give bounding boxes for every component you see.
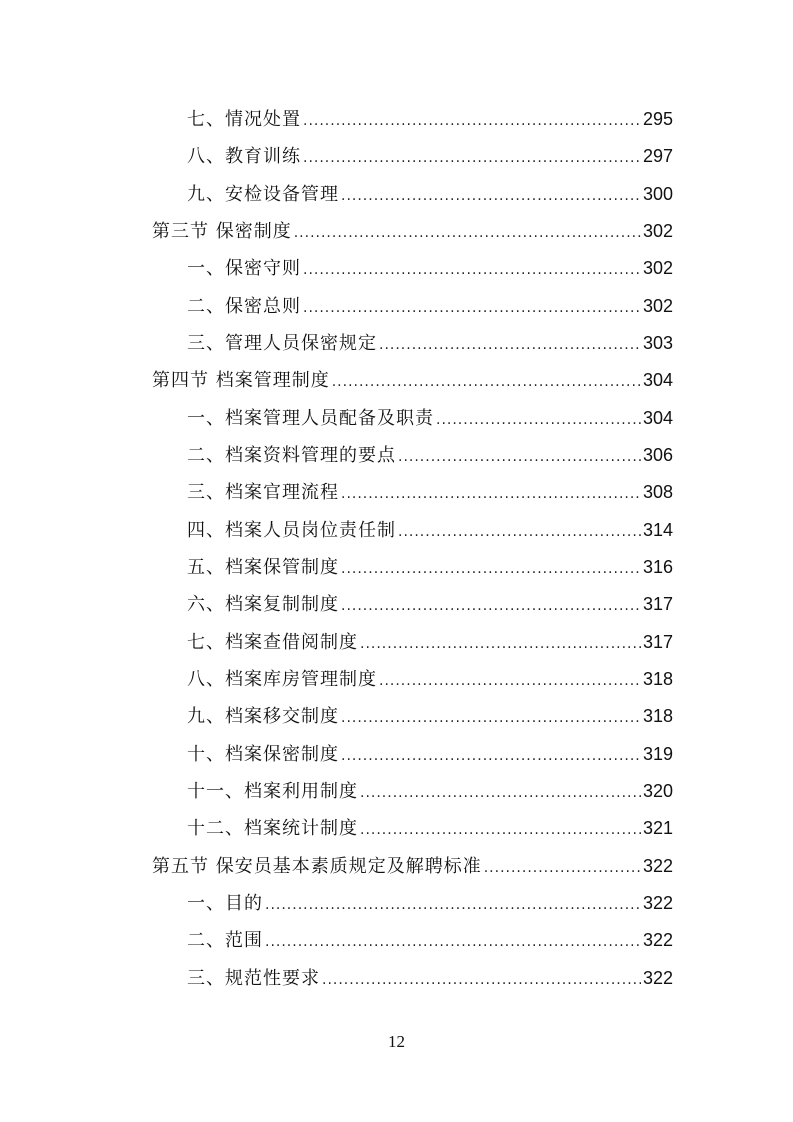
toc-section-entry[interactable] — [0, 848, 793, 885]
toc-page-number: 308 — [642, 482, 673, 503]
toc-dot-leader — [303, 140, 641, 177]
toc-entry-title: 三、档案官理流程 — [187, 482, 339, 504]
page-number: 12 — [388, 1032, 405, 1051]
toc-entry-title: 十、档案保密制度 — [187, 743, 339, 765]
toc-dot-leader — [398, 514, 641, 551]
toc-entry[interactable] — [0, 960, 793, 997]
toc-entry-title: 五、档案保管制度 — [187, 556, 339, 578]
toc-dot-leader — [303, 290, 641, 327]
toc-dot-leader — [341, 588, 641, 625]
toc-entry-title: 二、档案资料管理的要点 — [187, 444, 396, 466]
toc-page-number: 319 — [642, 743, 673, 764]
toc-entry[interactable] — [0, 922, 793, 959]
toc-dot-leader — [303, 252, 641, 289]
toc-entry-title: 十一、档案利用制度 — [187, 780, 358, 802]
toc-entry-title: 一、档案管理人员配备及职责 — [187, 407, 434, 429]
toc-entry[interactable] — [0, 250, 793, 287]
toc-entry[interactable] — [0, 176, 793, 213]
toc-entry-title: 三、规范性要求 — [187, 967, 320, 989]
toc-page-number: 306 — [642, 444, 673, 465]
toc-dot-leader — [398, 439, 641, 476]
toc-entry-title: 三、管理人员保密规定 — [187, 332, 377, 354]
toc-entry[interactable] — [0, 474, 793, 511]
toc-entry-title: 第五节 保安员基本素质规定及解聘标准 — [152, 855, 482, 877]
toc-entry-title: 一、目的 — [187, 892, 263, 914]
toc-page-number: 322 — [642, 855, 673, 876]
toc-page-number: 304 — [642, 407, 673, 428]
toc-dot-leader — [332, 364, 641, 401]
toc-entry-title: 七、档案查借阅制度 — [187, 631, 358, 653]
toc-dot-leader — [379, 663, 641, 700]
toc-page-number: 318 — [642, 668, 673, 689]
toc-entry-title: 十二、档案统计制度 — [187, 818, 358, 840]
toc-entry[interactable] — [0, 624, 793, 661]
toc-entry-title: 二、保密总则 — [187, 295, 301, 317]
toc-page-number: 302 — [642, 295, 673, 316]
toc-entry[interactable] — [0, 773, 793, 810]
toc-page-number: 321 — [642, 818, 673, 839]
toc-dot-leader — [341, 738, 641, 775]
toc-entry-title: 九、档案移交制度 — [187, 706, 339, 728]
toc-entry[interactable] — [0, 661, 793, 698]
toc-page-number: 320 — [642, 780, 673, 801]
toc-page-number: 304 — [642, 370, 673, 391]
toc-page-number: 314 — [642, 519, 673, 540]
toc-entry-title: 八、档案库房管理制度 — [187, 668, 377, 690]
toc-dot-leader — [360, 812, 641, 849]
toc-entry-title: 六、档案复制制度 — [187, 594, 339, 616]
toc-dot-leader — [341, 178, 641, 215]
toc-page-number: 317 — [642, 631, 673, 652]
toc-dot-leader — [303, 103, 641, 140]
toc-section-entry[interactable] — [0, 362, 793, 399]
toc-entry[interactable] — [0, 549, 793, 586]
toc-entry-title: 第四节 档案管理制度 — [152, 370, 330, 392]
toc-dot-leader — [322, 962, 641, 999]
toc-entry-title: 第三节 保密制度 — [152, 220, 292, 242]
toc-page-number: 316 — [642, 556, 673, 577]
toc-page-number: 295 — [642, 109, 673, 129]
table-of-contents — [0, 101, 793, 997]
toc-page-number: 317 — [642, 594, 673, 615]
toc-entry-title: 二、范围 — [187, 930, 263, 952]
toc-entry[interactable] — [0, 288, 793, 325]
toc-entry[interactable] — [0, 810, 793, 847]
toc-dot-leader — [360, 775, 641, 812]
toc-entry-title: 九、安检设备管理 — [187, 183, 339, 205]
toc-page-number: 297 — [642, 146, 673, 167]
toc-dot-leader — [379, 327, 641, 364]
toc-dot-leader — [484, 850, 641, 887]
toc-page-number: 300 — [642, 183, 673, 204]
toc-page-number: 303 — [642, 332, 673, 353]
toc-entry[interactable] — [0, 400, 793, 437]
toc-entry-title: 四、档案人员岗位责任制 — [187, 519, 396, 541]
toc-dot-leader — [360, 626, 641, 663]
toc-dot-leader — [341, 700, 641, 737]
toc-entry-title: 七、情况处置 — [187, 109, 301, 130]
toc-entry[interactable] — [0, 736, 793, 773]
toc-section-entry[interactable] — [0, 213, 793, 250]
toc-dot-leader — [294, 215, 641, 252]
toc-dot-leader — [436, 402, 641, 439]
toc-dot-leader — [341, 476, 641, 513]
toc-page-number: 322 — [642, 892, 673, 913]
toc-entry[interactable] — [0, 586, 793, 623]
toc-entry-title: 一、保密守则 — [187, 258, 301, 280]
toc-entry[interactable] — [0, 101, 793, 138]
toc-page-number: 302 — [642, 220, 673, 241]
toc-page-number: 322 — [642, 930, 673, 951]
toc-page-number: 302 — [642, 258, 673, 279]
toc-dot-leader — [265, 924, 641, 961]
toc-entry-title: 八、教育训练 — [187, 146, 301, 168]
toc-entry[interactable] — [0, 325, 793, 362]
toc-entry[interactable] — [0, 885, 793, 922]
toc-page-number: 318 — [642, 706, 673, 727]
toc-dot-leader — [341, 551, 641, 588]
toc-page-number: 322 — [642, 967, 673, 988]
toc-entry[interactable] — [0, 138, 793, 175]
toc-entry[interactable] — [0, 437, 793, 474]
toc-entry[interactable] — [0, 698, 793, 735]
toc-dot-leader — [265, 887, 641, 924]
toc-entry[interactable] — [0, 512, 793, 549]
